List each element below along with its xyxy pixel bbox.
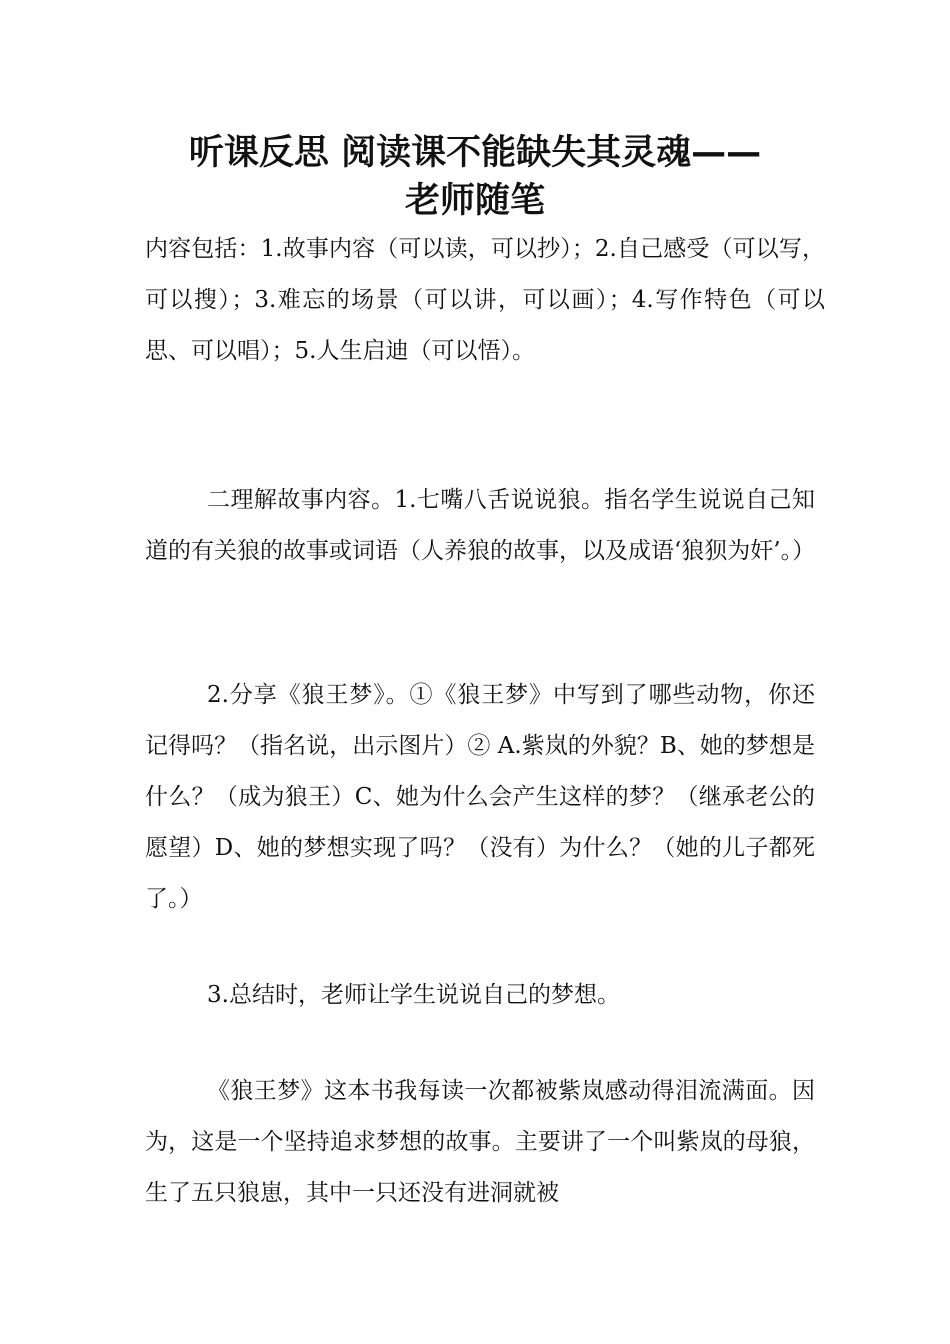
share-paragraph: 2.分享《狼王梦》。①《狼王梦》中写到了哪些动物，你还记得吗？（指名说，出示图片）② A.紫岚的外貌？B、她的梦想是什么？（成为狼王）C、她为什么会产生这样的梦？（继承老公的愿望）D、她的梦想实现了吗？（没有）为什么？（她的儿子都死了。） xyxy=(145,682,815,912)
summary-paragraph: 3.总结时，老师让学生说说自己的梦想。 xyxy=(207,982,620,1008)
intro-paragraph: 内容包括：1.故事内容（可以读，可以抄）；2.自己感受（可以写，可以搜）；3.难忘的场景（可以讲，可以画）；4.写作特色（可以思、可以唱）；5.人生启迪（可以悟）。 xyxy=(145,236,825,364)
section-two-paragraph: 二理解故事内容。1.七嘴八舌说说狼。指名学生说说自己知道的有关狼的故事或词语（人养狼的故事，以及成语‘狼狈为奸’。） xyxy=(145,487,816,564)
document-title-line-2: 老师随笔 xyxy=(404,181,545,221)
book-reflection-paragraph: 《狼王梦》这本书我每读一次都被紫岚感动得泪流满面。因为，这是一个坚持追求梦想的故事。主要讲了一个叫紫岚的母狼，生了五只狼崽，其中一只还没有进洞就被 xyxy=(145,1078,815,1206)
document-title-line-1: 听课反思 阅读课不能缺失其灵魂—— xyxy=(188,133,762,173)
